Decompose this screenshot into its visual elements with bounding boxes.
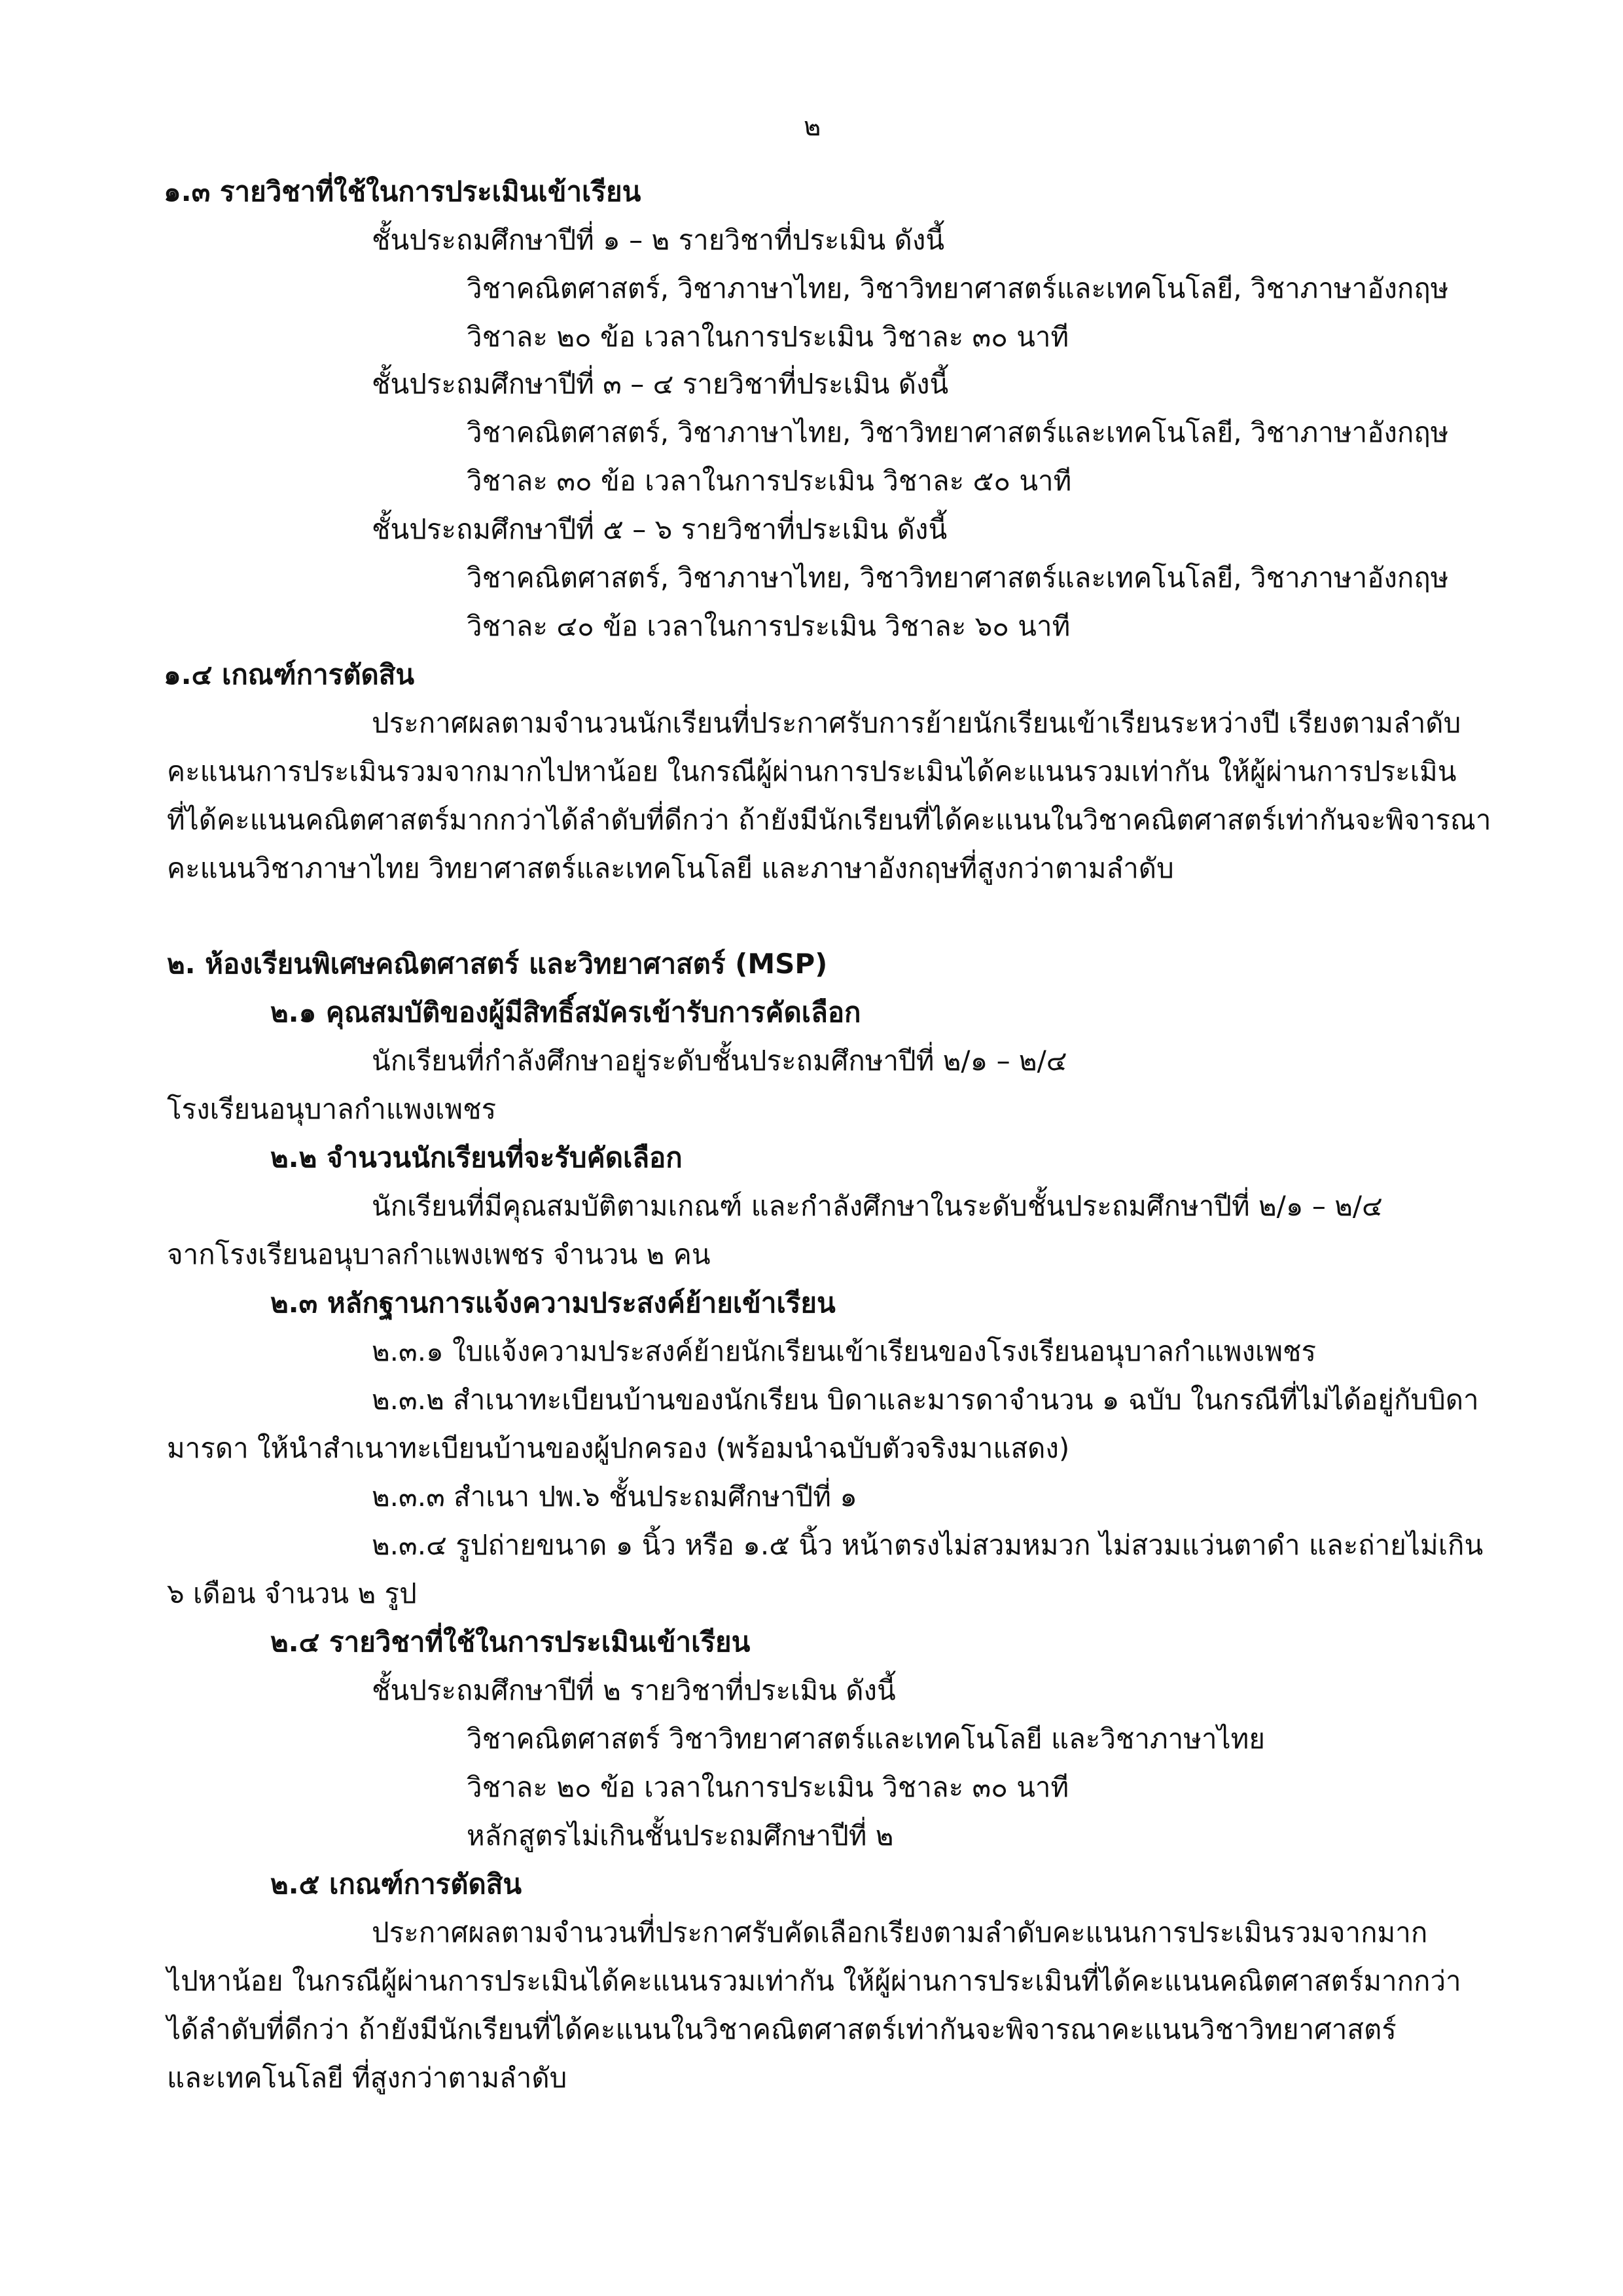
page-number: ๒ — [804, 112, 821, 142]
body-text-line: ชั้นประถมศึกษาปีที่ ๓ – ๔ รายวิชาที่ประเมิน ดังนี้ — [372, 368, 949, 400]
body-text-line: ประกาศผลตามจำนวนที่ประกาศรับคัดเลือกเรียงตามลำดับคะแนนการประเมินรวมจากมาก — [372, 1916, 1428, 1948]
body-text-line: ประกาศผลตามจำนวนนักเรียนที่ประกาศรับการย้ายนักเรียนเข้าเรียนระหว่างปี เรียงตามลำดับ — [372, 707, 1461, 739]
body-text-line: ชั้นประถมศึกษาปีที่ ๒ รายวิชาที่ประเมิน ดังนี้ — [372, 1674, 896, 1706]
body-text-line: มารดา ให้นำสำเนาทะเบียนบ้านของผู้ปกครอง (พร้อมนำฉบับตัวจริงมาแสดง) — [167, 1432, 1070, 1464]
body-text-line: ชั้นประถมศึกษาปีที่ ๑ – ๒ รายวิชาที่ประเมิน ดังนี้ — [372, 224, 945, 256]
body-text-line: วิชาคณิตศาสตร์, วิชาภาษาไทย, วิชาวิทยาศาสตร์และเทคโนโลยี, วิชาภาษาอังกฤษ — [467, 416, 1449, 448]
section-heading: ๒.๒ จำนวนนักเรียนที่จะรับคัดเลือก — [270, 1141, 683, 1174]
body-text-line: ชั้นประถมศึกษาปีที่ ๕ – ๖ รายวิชาที่ประเมิน ดังนี้ — [372, 513, 948, 545]
body-text-line: ๒.๓.๔ รูปถ่ายขนาด ๑ นิ้ว หรือ ๑.๕ นิ้ว หน้าตรงไม่สวมหมวก ไม่สวมแว่นตาดำ และถ่ายไม่เกิน — [372, 1529, 1484, 1561]
body-text-line: ๖ เดือน จำนวน ๒ รูป — [167, 1577, 417, 1609]
body-text-line: ๒.๓.๑ ใบแจ้งความประสงค์ย้ายนักเรียนเข้าเรียนของโรงเรียนอนุบาลกำแพงเพชร — [372, 1335, 1317, 1367]
section-heading: ๒.๓ หลักฐานการแจ้งความประสงค์ย้ายเข้าเรียน — [270, 1287, 836, 1319]
section-heading: ๑.๔ เกณฑ์การตัดสิน — [164, 658, 415, 691]
body-text-line: วิชาคณิตศาสตร์, วิชาภาษาไทย, วิชาวิทยาศาสตร์และเทคโนโลยี, วิชาภาษาอังกฤษ — [467, 272, 1449, 304]
body-text-line: ที่ได้คะแนนคณิตศาสตร์มากกว่าได้ลำดับที่ดีกว่า ถ้ายังมีนักเรียนที่ได้คะแนนในวิชาคณิตศาสตร์เท่ากันจะพิจารณา — [167, 804, 1491, 836]
body-text-line: ๒.๓.๒ สำเนาทะเบียนบ้านของนักเรียน บิดาและมารดาจำนวน ๑ ฉบับ ในกรณีที่ไม่ได้อยู่กับบิดา — [372, 1384, 1479, 1416]
section-heading: ๒. ห้องเรียนพิเศษคณิตศาสตร์ และวิทยาศาสตร์ (MSP) — [167, 948, 828, 980]
body-text-line: ได้ลำดับที่ดีกว่า ถ้ายังมีนักเรียนที่ได้คะแนนในวิชาคณิตศาสตร์เท่ากันจะพิจารณาคะแนนวิชาวิทยาศาสตร์ — [167, 2013, 1397, 2045]
body-text-line: และเทคโนโลยี ที่สูงกว่าตามลำดับ — [167, 2062, 567, 2094]
body-text-line: หลักสูตรไม่เกินชั้นประถมศึกษาปีที่ ๒ — [467, 1820, 894, 1852]
section-heading: ๒.๔ รายวิชาที่ใช้ในการประเมินเข้าเรียน — [270, 1626, 751, 1658]
section-heading: ๒.๑ คุณสมบัติของผู้มีสิทธิ์สมัครเข้ารับการคัดเลือก — [270, 996, 861, 1028]
body-text-line: คะแนนวิชาภาษาไทย วิทยาศาสตร์และเทคโนโลยี และภาษาอังกฤษที่สูงกว่าตามลำดับ — [167, 852, 1174, 884]
body-text-line: นักเรียนที่กำลังศึกษาอยู่ระดับชั้นประถมศึกษาปีที่ ๒/๑ – ๒/๔ — [372, 1045, 1067, 1077]
body-text-line: วิชาละ ๔๐ ข้อ เวลาในการประเมิน วิชาละ ๖๐ นาที — [467, 610, 1071, 642]
body-text-line: ๒.๓.๓ สำเนา ปพ.๖ ชั้นประถมศึกษาปีที่ ๑ — [372, 1480, 857, 1513]
body-text-line: วิชาคณิตศาสตร์, วิชาภาษาไทย, วิชาวิทยาศาสตร์และเทคโนโลยี, วิชาภาษาอังกฤษ — [467, 562, 1449, 594]
body-text-line: วิชาละ ๒๐ ข้อ เวลาในการประเมิน วิชาละ ๓๐ นาที — [467, 321, 1069, 353]
body-text-line: ไปหาน้อย ในกรณีผู้ผ่านการประเมินได้คะแนนรวมเท่ากัน ให้ผู้ผ่านการประเมินที่ได้คะแนนคณิตศาสตร์มากกว่า — [167, 1965, 1461, 1997]
body-text-line: วิชาคณิตศาสตร์ วิชาวิทยาศาสตร์และเทคโนโลยี และวิชาภาษาไทย — [467, 1723, 1265, 1755]
section-heading: ๑.๓ รายวิชาที่ใช้ในการประเมินเข้าเรียน — [164, 175, 641, 207]
body-text-line: วิชาละ ๓๐ ข้อ เวลาในการประเมิน วิชาละ ๕๐ นาที — [467, 465, 1072, 497]
section-heading: ๒.๕ เกณฑ์การตัดสิน — [270, 1868, 522, 1900]
body-text-line: จากโรงเรียนอนุบาลกำแพงเพชร จำนวน ๒ คน — [167, 1238, 711, 1270]
body-text-line: วิชาละ ๒๐ ข้อ เวลาในการประเมิน วิชาละ ๓๐ นาที — [467, 1771, 1069, 1803]
body-text-line: นักเรียนที่มีคุณสมบัติตามเกณฑ์ และกำลังศึกษาในระดับชั้นประถมศึกษาปีที่ ๒/๑ – ๒/๔ — [372, 1190, 1383, 1222]
body-text-line: โรงเรียนอนุบาลกำแพงเพชร — [167, 1093, 497, 1125]
body-text-line: คะแนนการประเมินรวมจากมากไปหาน้อย ในกรณีผู้ผ่านการประเมินได้คะแนนรวมเท่ากัน ให้ผู้ผ่านการประเมิน — [167, 755, 1457, 787]
